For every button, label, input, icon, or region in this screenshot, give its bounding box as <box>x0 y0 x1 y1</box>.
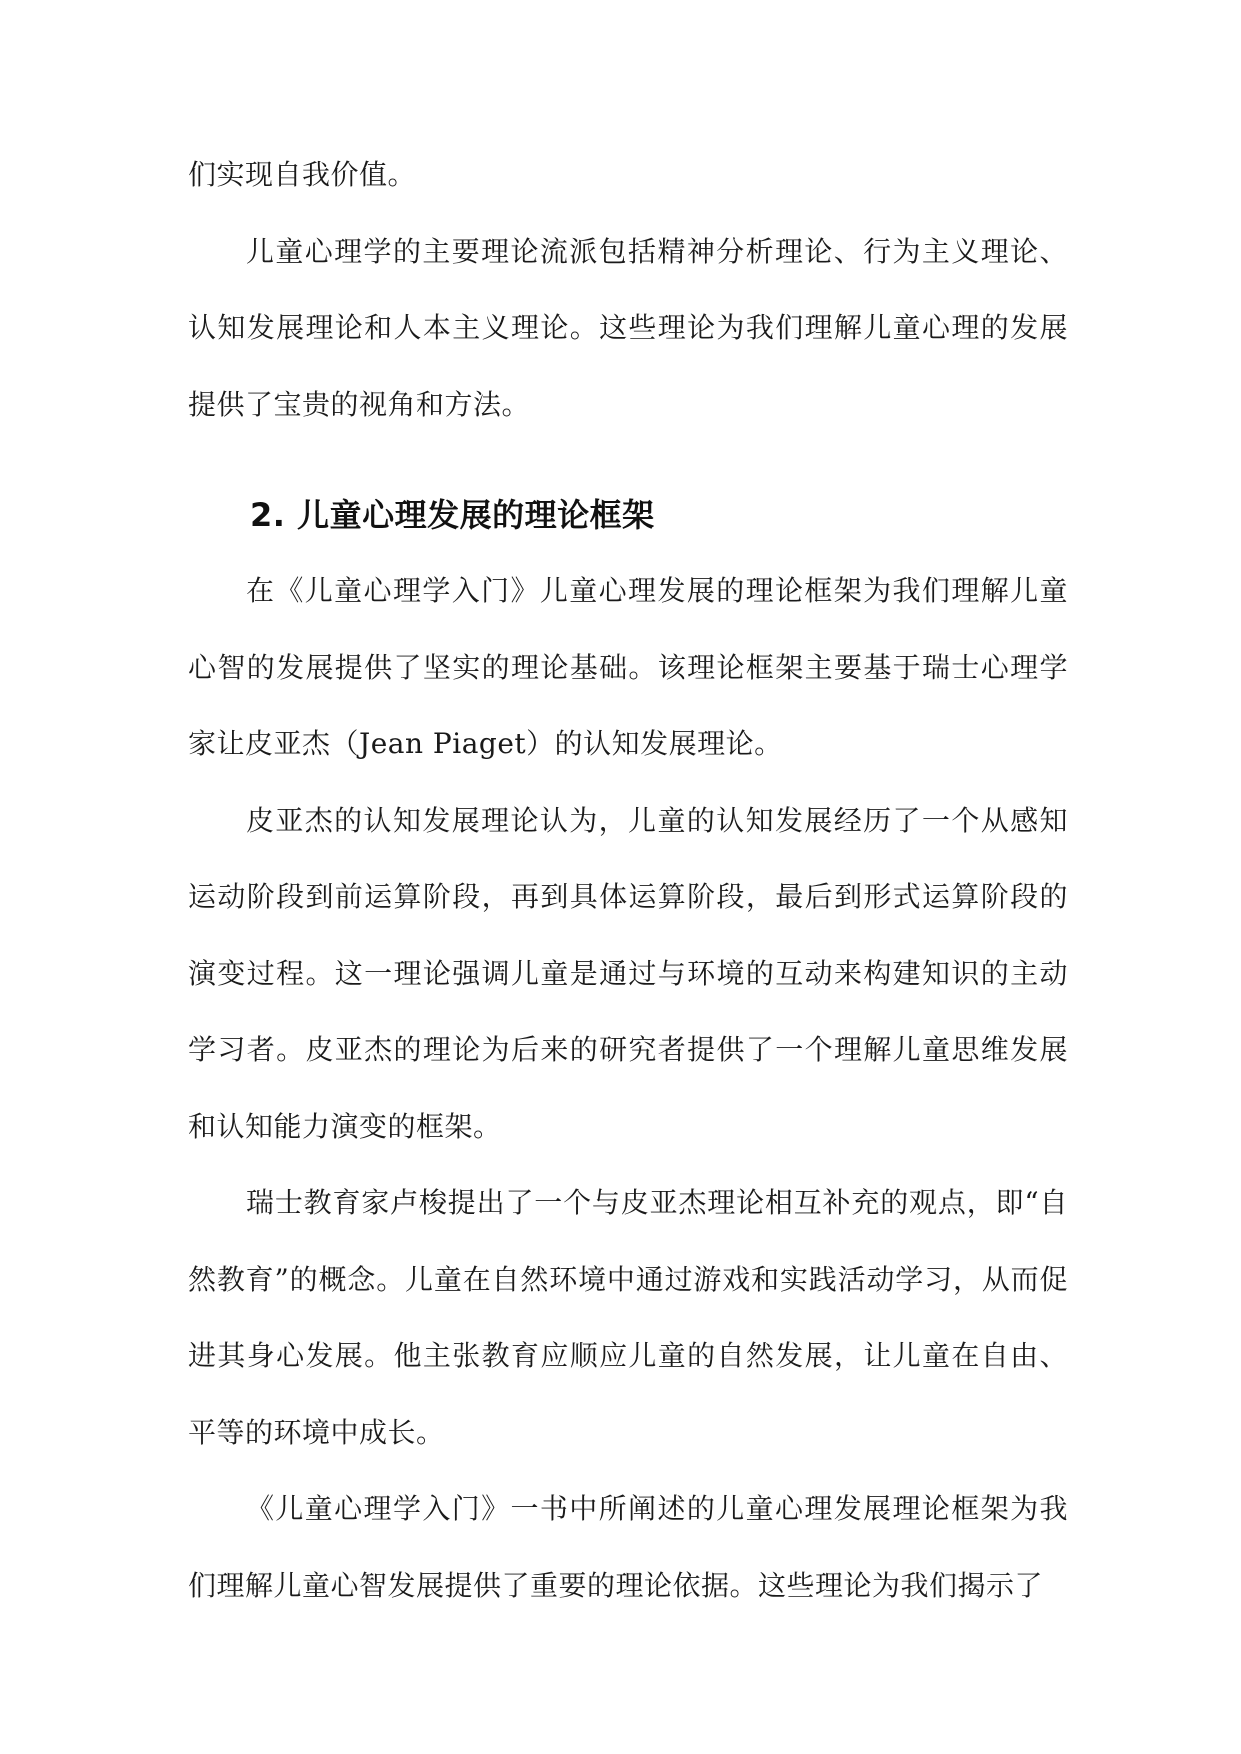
document-body <box>188 137 1068 1624</box>
paragraph-framework-intro: 在《儿童心理学入门》儿童心理发展的理论框架为我们理解儿童心智的发展提供了坚实的理论基础。该理论框架主要基于瑞士心理学家让皮亚杰（Jean Piaget）的认知发展理论。 <box>188 574 1068 760</box>
paragraph-rousseau: 瑞士教育家卢梭提出了一个与皮亚杰理论相互补充的观点，即“自然教育”的概念。儿童在自然环境中通过游戏和实践活动学习，从而促进其身心发展。他主张教育应顺应儿童的自然发展，让儿童在自由、平等的环境中成长。 <box>188 1186 1068 1449</box>
paragraph-book-summary: 《儿童心理学入门》一书中所阐述的儿童心理发展理论框架为我们理解儿童心智发展提供了重要的理论依据。这些理论为我们揭示了 <box>188 1492 1068 1602</box>
paragraph-theory-schools: 儿童心理学的主要理论流派包括精神分析理论、行为主义理论、认知发展理论和人本主义理论。这些理论为我们理解儿童心理的发展提供了宝贵的视角和方法。 <box>188 234 1068 421</box>
paragraph-piaget-theory: 皮亚杰的认知发展理论认为，儿童的认知发展经历了一个从感知运动阶段到前运算阶段，再到具体运算阶段，最后到形式运算阶段的演变过程。这一理论强调儿童是通过与环境的互动来构建知识的主动学习者。皮亚杰的理论为后来的研究者提供了一个理解儿童思维发展和认知能力演变的框架。 <box>188 803 1068 1143</box>
paragraph-continuation: 们实现自我价值。 <box>188 158 417 191</box>
section-heading: 2. 儿童心理发展的理论框架 <box>250 496 655 534</box>
